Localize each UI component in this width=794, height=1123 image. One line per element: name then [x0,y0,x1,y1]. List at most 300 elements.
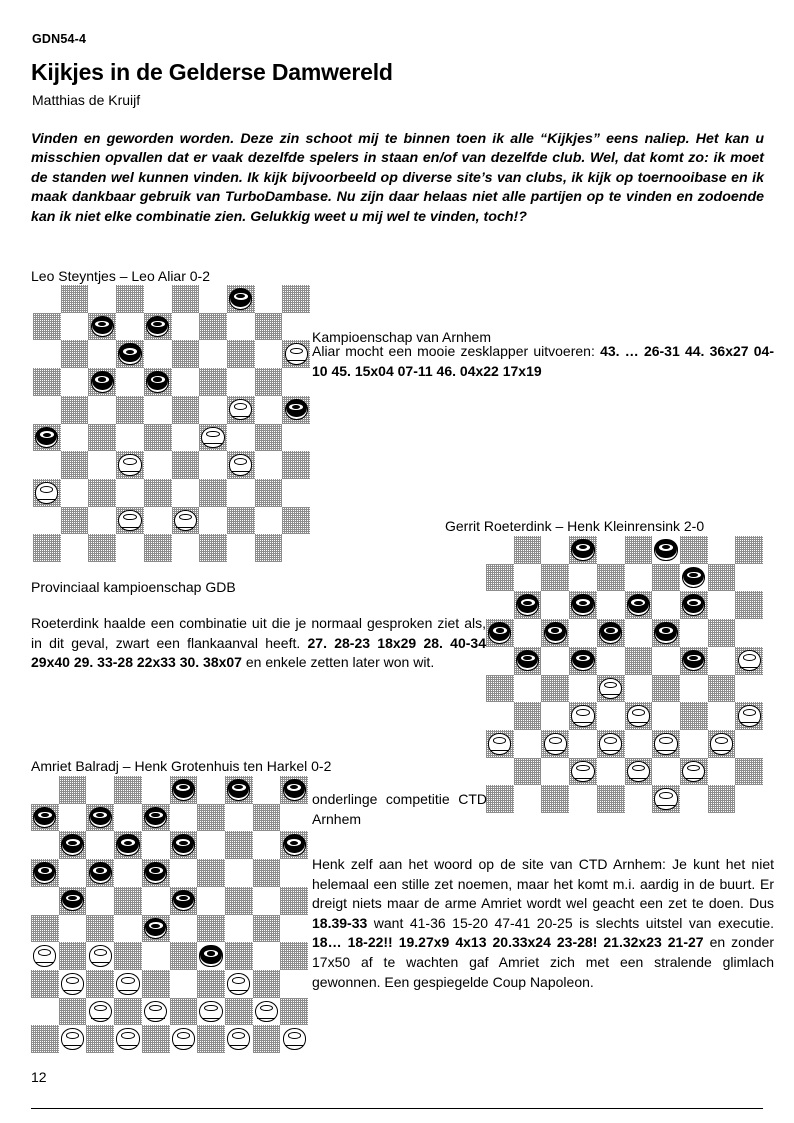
board-square [59,915,87,943]
board-square [280,998,308,1026]
board-square [225,887,253,915]
board-square [86,915,114,943]
board-square [708,619,736,647]
board-square [142,942,170,970]
board-square [597,619,625,647]
board-square [680,730,708,758]
board-square [541,702,569,730]
board-square [33,534,61,562]
board-square [144,313,172,341]
board-square [680,619,708,647]
white-piece [116,973,139,995]
game-1-event: Kampioenschap van Arnhem [312,329,491,345]
board-square [116,340,144,368]
board-square [569,647,597,675]
board-square [33,340,61,368]
board-square [61,479,89,507]
board-square [225,831,253,859]
board-square [197,915,225,943]
board-square [88,534,116,562]
board-square [253,887,281,915]
board-square [170,915,198,943]
white-piece [199,1001,222,1023]
board-square [625,619,653,647]
board-square [86,970,114,998]
board-square [199,424,227,452]
board-square [86,831,114,859]
board-square [197,887,225,915]
board-square [708,591,736,619]
board-square [114,887,142,915]
white-piece [255,1001,278,1023]
board-square [280,887,308,915]
board-square [61,396,89,424]
board-square [170,831,198,859]
white-piece [118,454,141,476]
white-piece [227,973,250,995]
board-square [255,451,283,479]
board-square [680,785,708,813]
white-piece [710,733,733,755]
board-square [199,534,227,562]
board-square [197,776,225,804]
board-square [541,675,569,703]
black-piece [172,834,195,856]
black-piece [682,594,705,616]
board-square [652,675,680,703]
board-square [735,564,763,592]
board-square [142,776,170,804]
board-square [541,619,569,647]
board-square [541,536,569,564]
game-heading-2: Gerrit Roeterdink – Henk Kleinrensink 2-0 [445,518,705,534]
board-square [227,534,255,562]
board-square [33,424,61,452]
board-square [253,831,281,859]
board-square [255,313,283,341]
board-square [199,396,227,424]
board-square [652,785,680,813]
board-square [88,285,116,313]
board-square [708,647,736,675]
board-square [88,368,116,396]
board-square [142,970,170,998]
draughts-board-1 [33,285,310,562]
board-square [59,1025,87,1053]
board-square [735,591,763,619]
black-piece [488,622,511,644]
board-square [59,998,87,1026]
board-square [88,479,116,507]
board-square [31,776,59,804]
board-square [708,536,736,564]
game-3-event: onderlinge competitie CTD Arnhem [312,791,487,827]
board-square [735,619,763,647]
black-piece [146,316,169,338]
board-square [280,804,308,832]
game-1-comment-plain: Aliar mocht een mooie zesklapper uitvoeren: [312,343,601,359]
board-square [680,675,708,703]
board-square [88,424,116,452]
board-square [486,702,514,730]
board-square [486,647,514,675]
board-square [170,859,198,887]
board-square [569,536,597,564]
board-square [114,942,142,970]
board-square [680,536,708,564]
board-square [227,340,255,368]
board-square [486,675,514,703]
black-piece [627,594,650,616]
board-square [86,942,114,970]
board-square [59,887,87,915]
board-square [280,831,308,859]
board-square [708,702,736,730]
black-piece [682,650,705,672]
board-square [486,564,514,592]
game-3-comment-pre: Henk zelf aan het woord op de site van CTD Arnhem: Je kunt het niet helemaal een stille zet noemen, maar het komt m.i. aardig in de buurt. Er dreigt niets maar de arme Amriet wordt wel geacht een zet te doen. Dus [312,856,774,912]
board-square [597,675,625,703]
white-piece [283,1028,306,1050]
issue-code: GDN54-4 [32,32,87,46]
board-square [282,368,310,396]
board-square [142,859,170,887]
white-piece [627,761,650,783]
board-square [172,313,200,341]
black-piece [144,862,167,884]
board-square [255,285,283,313]
board-square [227,479,255,507]
board-square [114,970,142,998]
board-square [199,285,227,313]
board-square [144,340,172,368]
board-square [197,831,225,859]
board-square [227,396,255,424]
board-square [625,785,653,813]
board-square [680,702,708,730]
white-piece [227,1028,250,1050]
board-square [88,451,116,479]
board-square [172,368,200,396]
board-square [253,970,281,998]
board-square [225,998,253,1026]
board-square [33,396,61,424]
game-heading-1: Leo Steyntjes – Leo Aliar 0-2 [31,268,211,284]
white-piece [571,705,594,727]
board-square [31,1025,59,1053]
board-square [514,564,542,592]
board-square [86,998,114,1026]
board-square [680,647,708,675]
white-piece [61,973,84,995]
black-piece [544,622,567,644]
board-square [225,804,253,832]
board-square [116,368,144,396]
board-square [144,424,172,452]
board-square [33,479,61,507]
black-piece [144,918,167,940]
white-piece [599,678,622,700]
black-piece [33,807,56,829]
board-square [625,730,653,758]
board-square [172,396,200,424]
board-square [597,564,625,592]
board-square [514,536,542,564]
board-square [225,776,253,804]
board-square [225,970,253,998]
board-square [114,1025,142,1053]
game-2-comment-moves: 27. 28-23 18x29 28. 40-34 29x40 29. 33-28 22x33 30. 38x07 [31,634,486,671]
board-square [652,758,680,786]
black-piece [172,890,195,912]
board-square [116,534,144,562]
author-name: Matthias de Kruijf [32,92,141,108]
white-piece [627,705,650,727]
board-square [735,730,763,758]
board-square [172,479,200,507]
board-square [114,776,142,804]
board-square [597,785,625,813]
board-square [708,564,736,592]
board-square [116,313,144,341]
board-square [652,536,680,564]
white-piece [285,343,308,365]
board-square [142,804,170,832]
board-square [514,619,542,647]
board-square [31,970,59,998]
board-square [708,730,736,758]
board-square [33,507,61,535]
board-square [569,702,597,730]
board-square [625,564,653,592]
black-piece [654,539,677,561]
board-square [172,424,200,452]
board-square [486,758,514,786]
board-square [197,1025,225,1053]
board-square [486,730,514,758]
board-square [652,564,680,592]
board-square [114,804,142,832]
board-square [31,859,59,887]
board-square [282,340,310,368]
board-square [197,998,225,1026]
board-square [280,970,308,998]
board-square [114,859,142,887]
board-square [569,675,597,703]
board-square [282,285,310,313]
black-piece [682,567,705,589]
board-square [61,534,89,562]
white-piece [118,510,141,532]
board-square [486,619,514,647]
board-square [86,859,114,887]
board-square [280,1025,308,1053]
board-square [86,776,114,804]
board-square [61,285,89,313]
board-square [142,915,170,943]
board-square [199,507,227,535]
board-square [708,785,736,813]
board-square [225,1025,253,1053]
board-square [172,451,200,479]
board-square [255,534,283,562]
board-square [225,859,253,887]
board-square [541,785,569,813]
game-3-comment-move-1: 18.39-33 [312,914,368,931]
board-square [280,915,308,943]
board-square [88,313,116,341]
board-square [282,396,310,424]
game-3-comment [312,855,774,992]
black-piece [61,834,84,856]
board-square [33,285,61,313]
board-square [172,507,200,535]
white-piece [738,705,761,727]
board-square [280,942,308,970]
board-square [199,340,227,368]
board-square [253,942,281,970]
black-piece [571,594,594,616]
black-piece [227,779,250,801]
black-piece [229,288,252,310]
board-square [541,758,569,786]
board-square [282,534,310,562]
board-square [597,591,625,619]
board-square [255,368,283,396]
black-piece [144,807,167,829]
board-square [59,804,87,832]
board-square [735,785,763,813]
board-square [625,647,653,675]
board-square [170,970,198,998]
board-square [680,591,708,619]
board-square [255,479,283,507]
white-piece [35,482,58,504]
board-square [31,804,59,832]
board-square [61,340,89,368]
board-square [225,915,253,943]
white-piece [654,788,677,810]
board-square [114,915,142,943]
board-square [569,591,597,619]
black-piece [172,779,195,801]
game-1-comment-moves: 43. … 26-31 44. 36x27 04-10 45. 15x04 07-11 46. 04x22 17x19 [312,343,774,379]
board-square [569,758,597,786]
white-piece [544,733,567,755]
board-square [625,758,653,786]
board-square [59,970,87,998]
board-square [280,776,308,804]
board-square [541,564,569,592]
board-square [227,368,255,396]
black-piece [91,316,114,338]
board-square [680,564,708,592]
board-square [735,647,763,675]
board-square [114,998,142,1026]
board-square [197,942,225,970]
board-square [625,591,653,619]
board-square [514,758,542,786]
board-square [61,424,89,452]
board-square [514,785,542,813]
board-square [170,1025,198,1053]
board-square [227,451,255,479]
white-piece [488,733,511,755]
board-square [282,451,310,479]
board-square [199,313,227,341]
game-1-comment [312,342,774,381]
black-piece [89,862,112,884]
board-square [652,647,680,675]
board-square [255,424,283,452]
board-square [142,887,170,915]
white-piece [172,1028,195,1050]
board-square [59,776,87,804]
board-square [282,313,310,341]
board-square [652,619,680,647]
board-square [116,285,144,313]
board-square [116,479,144,507]
footer-divider [31,1108,763,1109]
board-square [61,451,89,479]
board-square [255,340,283,368]
white-piece [599,733,622,755]
board-square [708,675,736,703]
board-square [172,534,200,562]
white-piece [61,1028,84,1050]
board-square [144,368,172,396]
board-square [253,859,281,887]
game-3-comment-move-2: 18… 18-22!! 19.27x9 4x13 20.33x24 23-28! 21.32x23 21-27 [312,934,704,951]
intro-paragraph: Vinden en geworden worden. Deze zin schoot mij te binnen toen ik alle “Kijkjes” eens naliep. Het kan u misschien opvallen dat er vaak dezelfde spelers in staan en/of van dezelfde club. Wel, dat komt zo: ik moet de standen wel kunnen vinden. Ik kijk bijvoorbeeld op diverse site’s van clubs, ik kijk op toernooibase en ik maak dankbaar gebruik van TurboDambase. Nu zijn daar helaas niet alle partijen op te vinden en zodoende kan ik niet elke combinatie zien. Gelukkig weet u mij wel te vinden, toch!? [31,131,764,225]
black-piece [516,594,539,616]
board-square [597,730,625,758]
board-square [652,730,680,758]
white-piece [738,650,761,672]
page-title: Kijkjes in de Gelderse Damwereld [31,59,393,85]
black-piece [91,371,114,393]
board-square [170,776,198,804]
board-square [170,887,198,915]
board-square [625,675,653,703]
board-square [597,702,625,730]
board-square [142,831,170,859]
board-square [541,647,569,675]
board-square [735,758,763,786]
board-square [514,702,542,730]
game-heading-3: Amriet Balradj – Henk Grotenhuis ten Harkel 0-2 [31,758,332,774]
board-square [735,702,763,730]
white-piece [89,1001,112,1023]
board-square [116,507,144,535]
board-square [652,591,680,619]
board-square [514,675,542,703]
board-square [569,619,597,647]
black-piece [61,890,84,912]
board-square [255,507,283,535]
board-square [116,424,144,452]
board-square [170,804,198,832]
board-square [253,804,281,832]
board-square [86,804,114,832]
board-square [170,998,198,1026]
game-3-comment-mid: want 41-36 15-20 47-41 20-25 is slechts uitstel van executie. [367,914,774,931]
white-piece [89,945,112,967]
board-square [61,507,89,535]
board-square [597,536,625,564]
board-square [31,915,59,943]
board-square [735,675,763,703]
